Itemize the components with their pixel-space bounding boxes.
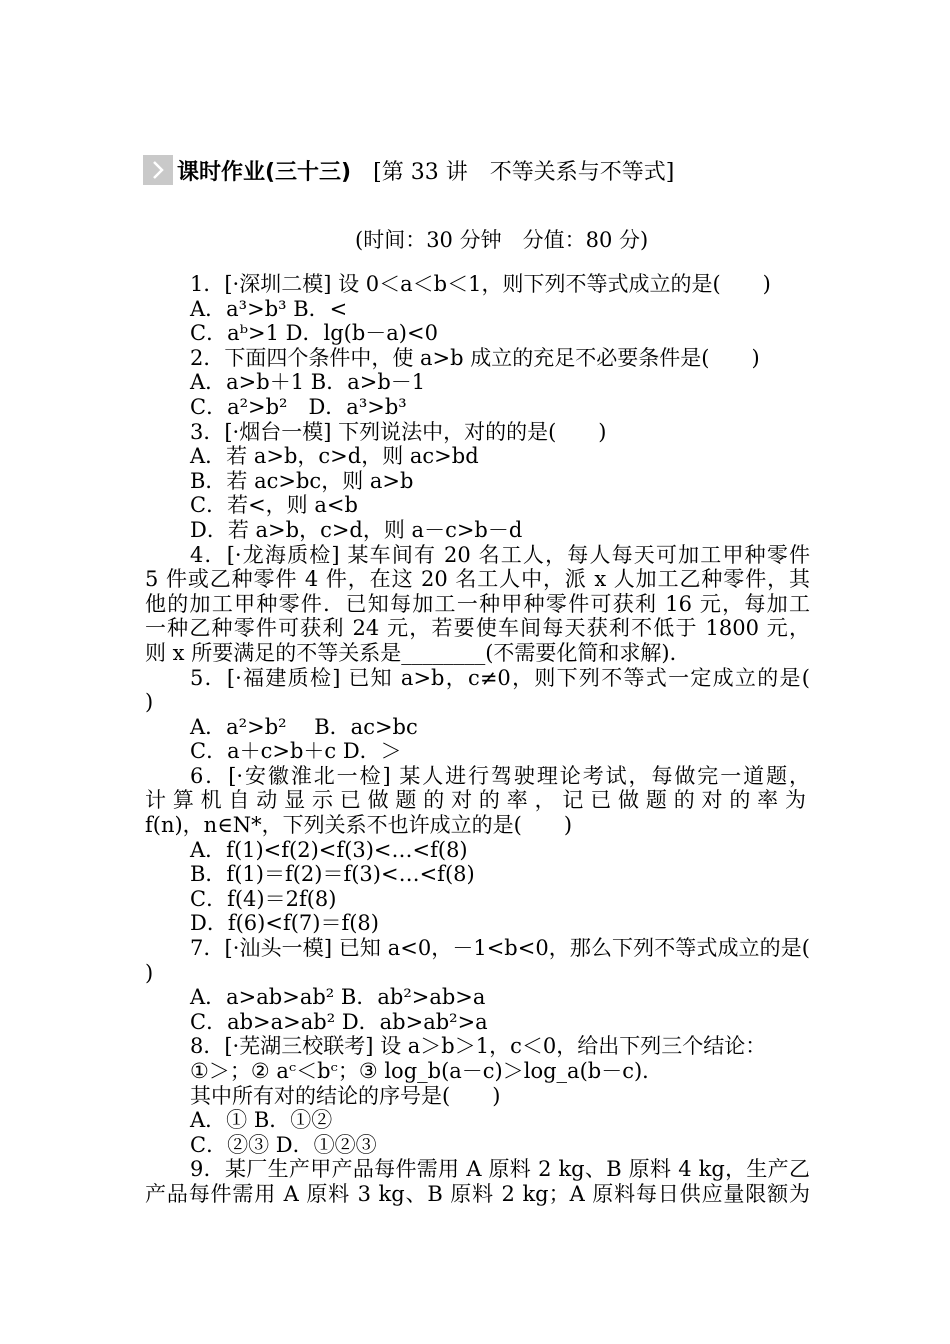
q7-options-ab: A．a>ab>ab² B．ab²>ab>a [190, 985, 486, 1010]
q3-option-a: A．若 a>b，c>d，则 ac>bd [190, 444, 479, 469]
lecture-subtitle: [第 33 讲 不等关系与不等式] [373, 159, 675, 185]
q1-stem: 1．[·深圳二模] 设 0＜a＜b＜1，则下列不等式成立的是( ) [190, 272, 771, 296]
q7-options-cd: C．ab>a>ab² D．ab>ab²>a [190, 1009, 488, 1034]
q5-options-cd: C．a＋c>b＋c D．＞ [190, 739, 402, 764]
q4-line2: 5 件或乙种零件 4 件，在这 20 名工人中，派 x 人加工乙种零件，其 [145, 567, 810, 592]
q8-line2: ①＞；② aᶜ＜bᶜ；③ log_b(a－c)＞log_a(b－c)． [190, 1059, 664, 1083]
q6-option-c: C．f(4)＝2f(8) [190, 886, 337, 911]
q5-line2: ) [145, 690, 154, 715]
q1-options-ab: A．a³>b³ B．< [190, 296, 348, 321]
q9-line1: 9．某厂生产甲产品每件需用 A 原料 2 kg、B 原料 4 kg，生产乙 [190, 1157, 810, 1182]
time-and-score-info: (时间：30 分钟 分值：80 分) [355, 228, 649, 252]
q6-line3: f(n)，n∈N*，下列关系不也许成立的是( ) [145, 813, 573, 838]
q7-line1: 7．[·汕头一模] 已知 a<0，－1<b<0，那么下列不等式成立的是( [190, 936, 810, 961]
question-list [145, 272, 810, 1207]
q6-option-d: D．f(6)<f(7)＝f(8) [190, 911, 379, 936]
q4-line5: 则 x 所要满足的不等关系是________(不需要化简和求解)． [145, 640, 691, 665]
q5-options-ab: A．a²>b² B．ac>bc [190, 714, 418, 739]
q7-line2: ) [145, 960, 154, 985]
q8-line3: 其中所有对的结论的序号是( ) [190, 1083, 501, 1108]
q3-option-b: B．若 ac>bc，则 a>b [190, 468, 414, 493]
q4-line4: 一种乙种零件可获利 24 元，若要使车间每天获利不低于 1800 元， [145, 616, 810, 641]
chevron-right-icon [143, 155, 173, 185]
q9-line2: 产品每件需用 A 原料 3 kg、B 原料 2 kg；A 原料每日供应量限额为 [145, 1181, 810, 1206]
q1-options-cd: C．aᵇ>1 D．lg(b－a)<0 [190, 321, 438, 346]
q6-option-b: B．f(1)＝f(2)＝f(3)<…<f(8) [190, 862, 475, 887]
q4-line1: 4．[·龙海质检] 某车间有 20 名工人，每人每天可加工甲种零件 [190, 542, 810, 567]
q4-line3: 他的加工甲种零件．已知每加工一种甲种零件可获利 16 元，每加工 [145, 591, 810, 616]
q6-line1: 6．[·安徽淮北一检] 某人进行驾驶理论考试，每做完一道题， [190, 763, 810, 788]
q8-options-cd: C．②③ D．①②③ [190, 1132, 377, 1157]
q2-stem: 2．下面四个条件中，使 a>b 成立的充足不必要条件是( ) [190, 345, 760, 370]
q3-option-d: D．若 a>b，c>d，则 a－c>b－d [190, 517, 523, 542]
q8-options-ab: A．① B．①② [190, 1108, 333, 1133]
q5-line1: 5．[·福建质检] 已知 a>b，c≠0，则下列不等式一定成立的是( [190, 665, 810, 690]
q2-options-cd: C．a²>b² D．a³>b³ [190, 394, 407, 419]
page-header [143, 150, 674, 190]
q3-option-c: C．若<，则 a<b [190, 493, 358, 518]
homework-title: 课时作业(三十三) [177, 159, 352, 185]
q6-line2: 计算机自动显示已做题的对的率，记已做题的对的率为 [145, 788, 810, 813]
q2-options-ab: A．a>b＋1 B．a>b－1 [190, 370, 426, 395]
q8-line1: 8．[·芜湖三校联考] 设 a＞b＞1，c＜0，给出下列三个结论： [190, 1034, 767, 1059]
q6-option-a: A．f(1)<f(2)<f(3)<…<f(8) [190, 837, 468, 862]
q3-stem: 3．[·烟台一模] 下列说法中，对的的是( ) [190, 419, 607, 444]
